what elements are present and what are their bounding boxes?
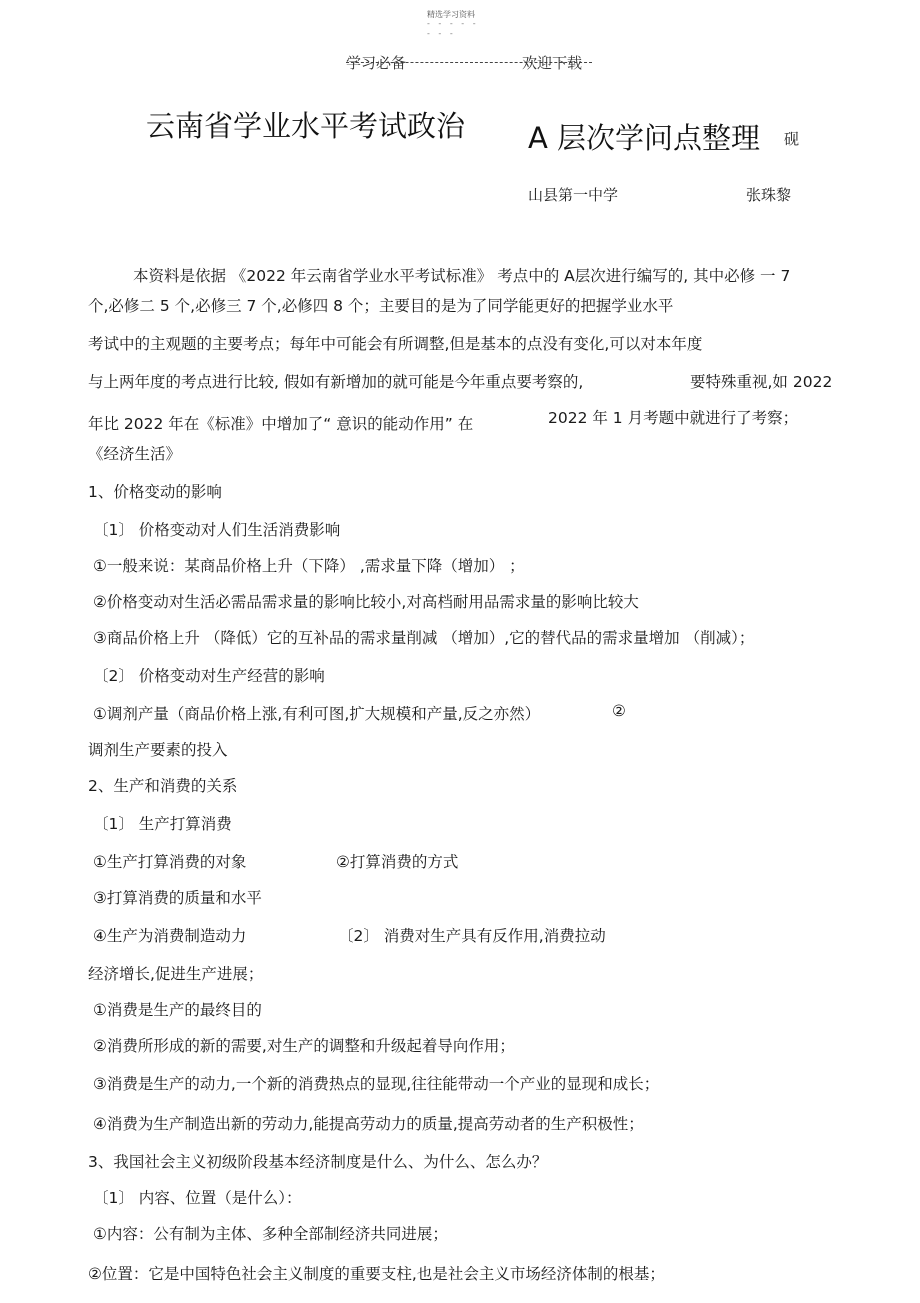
top-dots-2: - - -	[427, 29, 456, 38]
top-dots-1: - - - - -	[427, 19, 479, 28]
section-heading-economic-life: 《经济生活》	[88, 445, 182, 463]
header-left: 学习必备	[346, 54, 407, 72]
section-3-1-item-a: ①内容：公有制为主体、多种全部制经济共同进展；	[93, 1225, 448, 1243]
section-1-2-title: 〔2〕 价格变动对生产经营的影响	[93, 667, 325, 685]
section-3-title: 3、我国社会主义初级阶段基本经济制度是什么、为什么、怎么办？	[88, 1153, 548, 1171]
author-school: 山县第一中学	[528, 186, 619, 204]
section-1-2-item-a: ①调剂产量（商品价格上涨,有利可图,扩大规模和产量,反之亦然）	[93, 705, 541, 723]
section-1-2-item-b-mark: ②	[612, 702, 626, 720]
section-2-2-title-cont: 经济增长,促进生产进展；	[88, 965, 264, 983]
section-2-1-item-a: ①生产打算消费的对象	[93, 853, 247, 871]
intro-line5b: 2022 年 1 月考题中就进行了考察；	[548, 409, 799, 427]
section-1-title: 1、价格变动的影响	[88, 483, 222, 501]
intro-line2: 个,必修二 5 个,必修三 7 个,必修四 8 个；主要目的是为了同学能更好的把握学业水平	[88, 297, 674, 315]
section-2-2-item-b: ②消费所形成的新的需要,对生产的调整和升级起着导向作用；	[93, 1037, 515, 1055]
intro-line5a: 年比 2022 年在《标准》中增加了“ 意识的能动作用” 在	[88, 415, 474, 433]
title-part2: A 层次学问点整理	[528, 121, 761, 155]
author-name: 张珠黎	[746, 186, 792, 204]
section-2-2-title: 〔2〕 消费对生产具有反作用,消费拉动	[338, 927, 606, 945]
intro-line4a: 与上两年度的考点进行比较, 假如有新增加的就可能是今年重点要考察的,	[88, 373, 584, 391]
section-2-1-title: 〔1〕 生产打算消费	[93, 815, 232, 833]
section-2-2-item-d: ④消费为生产制造出新的劳动力,能提高劳动力的质量,提高劳动者的生产积极性；	[93, 1115, 644, 1133]
section-2-1-item-c: ③打算消费的质量和水平	[93, 889, 262, 907]
top-watermark: 精选学习资料	[427, 10, 475, 19]
section-1-2-item-b: 调剂生产要素的投入	[88, 741, 228, 759]
intro-line4b: 要特殊重视,如 2022	[690, 373, 833, 391]
section-1-1-item-b: ②价格变动对生活必需品需求量的影响比较小,对高档耐用品需求量的影响比较大	[93, 593, 639, 611]
header-right: 欢迎下载	[522, 54, 583, 72]
section-3-1-item-b: ②位置：它是中国特色社会主义制度的重要支柱,也是社会主义市场经济体制的根基；	[88, 1265, 665, 1283]
intro-line3: 考试中的主观题的主要考点；每年中可能会有所调整,但是基本的点没有变化,可以对本年度	[88, 335, 703, 353]
intro-line1: 本资料是依据 《2022 年云南省学业水平考试标准》 考点中的 A层次进行编写的, 其中必修 一 7	[133, 267, 791, 285]
section-3-1-title: 〔1〕 内容、位置（是什么）：	[93, 1189, 302, 1207]
section-2-1-item-d: ④生产为消费制造动力	[93, 927, 247, 945]
section-1-1-title: 〔1〕 价格变动对人们生活消费影响	[93, 521, 341, 539]
title-part3: 砚	[784, 130, 800, 148]
section-2-2-item-a: ①消费是生产的最终目的	[93, 1001, 262, 1019]
title-part1: 云南省学业水平考试政治	[146, 109, 466, 143]
section-2-1-item-b: ②打算消费的方式	[336, 853, 459, 871]
section-1-1-item-c: ③商品价格上升 （降低）它的互补品的需求量削减 （增加）,它的替代品的需求量增加 （削减）；	[93, 629, 755, 647]
section-2-2-item-c: ③消费是生产的动力,一个新的消费热点的显现,往往能带动一个产业的显现和成长；	[93, 1075, 660, 1093]
section-1-1-item-a: ①一般来说：某商品价格上升（下降） ,需求量下降（增加） ；	[93, 557, 525, 575]
section-2-title: 2、生产和消费的关系	[88, 777, 238, 795]
